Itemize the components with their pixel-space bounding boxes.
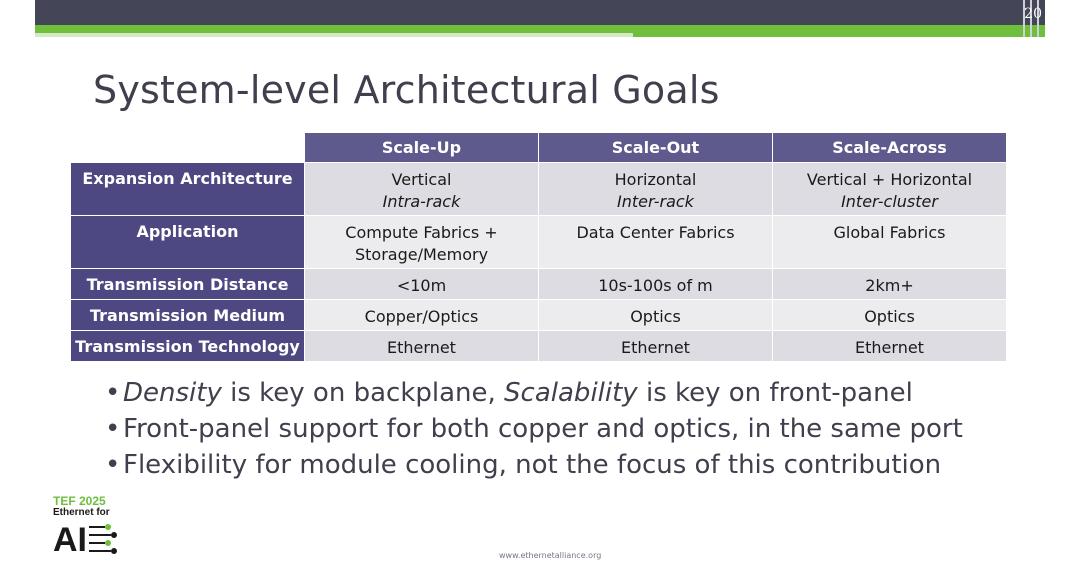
row-header: Transmission Distance — [71, 269, 305, 300]
table-cell — [539, 163, 773, 216]
cell-line: Horizontal — [614, 170, 697, 189]
table-cell: 2km+ — [773, 269, 1007, 300]
bullet-emphasis: Density — [123, 378, 222, 408]
table-cell: Ethernet — [539, 331, 773, 362]
table-cell: 10s-100s of m — [539, 269, 773, 300]
table-cell — [773, 216, 1007, 269]
ai-circuit-icon — [53, 521, 123, 555]
column-header: Scale-Out — [539, 133, 773, 163]
cell-line-italic: Intra-rack — [382, 192, 461, 211]
goals-table — [70, 132, 1007, 362]
cell-line: Vertical + Horizontal — [806, 170, 973, 189]
tef-logo — [53, 495, 133, 557]
top-banner — [35, 0, 1045, 25]
bullet-emphasis: Scalability — [504, 378, 638, 408]
bullet-item: • Flexibility for module cooling, not the focus of this contribution — [105, 447, 963, 483]
table-cell — [305, 216, 539, 269]
logo-event: TEF 2025 — [53, 494, 106, 508]
row-header: Transmission Medium — [71, 300, 305, 331]
table-row — [71, 331, 1007, 362]
cell-line: Storage/Memory — [354, 245, 489, 264]
table-row — [71, 216, 1007, 269]
green-accent-highlight — [35, 33, 633, 37]
cell-line-italic: Inter-rack — [617, 192, 694, 211]
column-header: Scale-Across — [773, 133, 1007, 163]
bullet-text: is key on backplane, — [221, 378, 505, 408]
row-header: Transmission Technology — [71, 331, 305, 362]
cell-line-italic: Inter-cluster — [841, 192, 938, 211]
table-corner — [71, 133, 305, 163]
bullet-list — [105, 375, 963, 483]
logo-ai-text: AI — [53, 521, 87, 555]
table-header-row — [71, 133, 1007, 163]
column-header: Scale-Up — [305, 133, 539, 163]
table-cell: Ethernet — [773, 331, 1007, 362]
cell-line: Data Center Fabrics — [576, 223, 735, 242]
footer-url[interactable]: www.ethernetalliance.org — [499, 551, 602, 560]
table-cell — [305, 163, 539, 216]
table-cell — [773, 163, 1007, 216]
table-cell — [539, 216, 773, 269]
slide-title: System-level Architectural Goals — [93, 68, 720, 112]
cell-line: Compute Fabrics + — [345, 223, 498, 242]
logo-subtitle: Ethernet for — [53, 507, 110, 518]
table-cell: Ethernet — [305, 331, 539, 362]
table-row — [71, 300, 1007, 331]
table-row — [71, 269, 1007, 300]
table-cell: Copper/Optics — [305, 300, 539, 331]
table-row — [71, 163, 1007, 216]
row-header: Expansion Architecture — [71, 163, 305, 216]
row-header: Application — [71, 216, 305, 269]
cell-line: Vertical — [391, 170, 452, 189]
bullet-text: is key on front-panel — [637, 378, 913, 408]
bullet-item — [105, 375, 963, 411]
slide-number: 20 — [1024, 6, 1042, 22]
bullet-item: • Front-panel support for both copper and optics, in the same port — [105, 411, 963, 447]
table-cell: <10m — [305, 269, 539, 300]
cell-line: Global Fabrics — [833, 223, 946, 242]
table-cell: Optics — [539, 300, 773, 331]
table-cell: Optics — [773, 300, 1007, 331]
